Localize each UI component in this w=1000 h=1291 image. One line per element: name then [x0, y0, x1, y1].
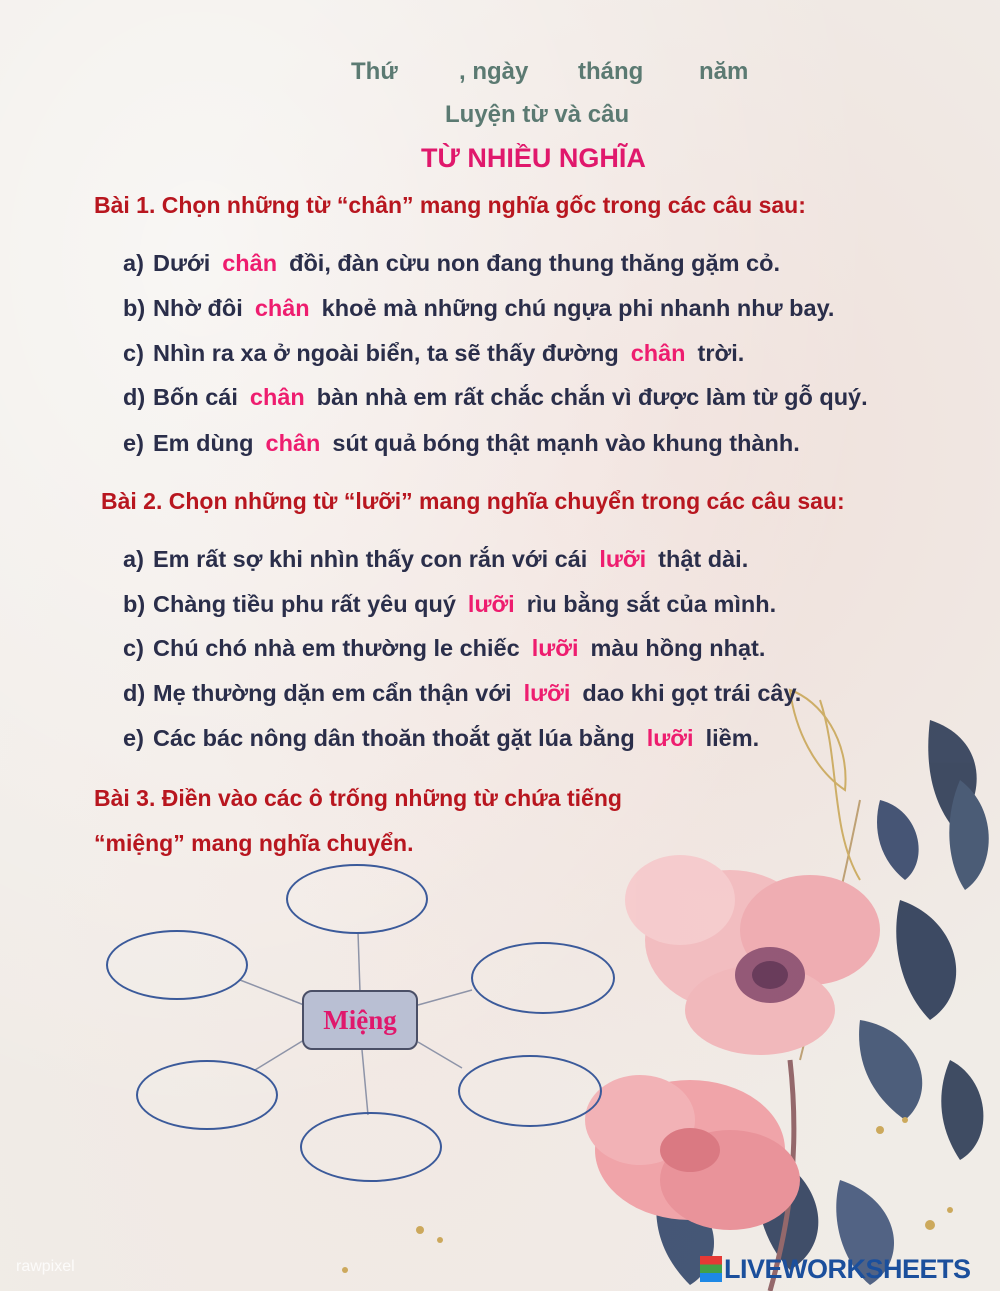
item-after: đồi, đàn cừu non đang thung thăng gặm cỏ.: [289, 250, 780, 276]
connector-left-bottom: [255, 1040, 304, 1070]
item-after: màu hồng nhạt.: [590, 635, 766, 661]
item-before: Dưới: [153, 250, 211, 276]
highlight-word[interactable]: lưỡi: [531, 635, 579, 661]
item-label: a): [123, 546, 144, 572]
item-before: Chàng tiều phu rất yêu quý: [153, 591, 456, 617]
item-label: b): [123, 591, 146, 617]
connector-top: [358, 932, 360, 992]
highlight-word[interactable]: lưỡi: [646, 725, 694, 751]
item-before: Nhờ đôi: [153, 295, 243, 321]
answer-bubble-left-top[interactable]: [106, 930, 248, 1000]
connector-right-bottom: [418, 1042, 462, 1068]
highlight-word[interactable]: lưỡi: [599, 546, 647, 572]
connector-right-top: [418, 990, 472, 1005]
item-after: khoẻ mà những chú ngựa phi nhanh như bay.: [321, 295, 835, 321]
highlight-word[interactable]: chân: [254, 295, 310, 321]
item-before: Em rất sợ khi nhìn thấy con rắn với cái: [153, 546, 588, 572]
liveworksheets-logo: [700, 1254, 971, 1285]
answer-bubble-top[interactable]: [286, 864, 428, 934]
item-before: Bốn cái: [153, 384, 238, 410]
liveworksheets-icon: [700, 1256, 722, 1282]
item-after: sút quả bóng thật mạnh vào khung thành.: [332, 430, 800, 456]
answer-bubble-bottom[interactable]: [300, 1112, 442, 1182]
item-label: b): [123, 295, 146, 321]
bai1-heading: Bài 1. Chọn những từ “chân” mang nghĩa gốc trong các câu sau:: [94, 192, 806, 218]
mindmap-center: [302, 990, 418, 1050]
item-after: thật dài.: [658, 546, 749, 572]
header-ngay: , ngày: [459, 58, 529, 85]
connector-bottom: [362, 1050, 368, 1115]
header-thu: Thứ: [351, 58, 398, 85]
bai2-heading: Bài 2. Chọn những từ “lưỡi” mang nghĩa chuyển trong các câu sau:: [101, 488, 845, 514]
item-after: dao khi gọt trái cây.: [582, 680, 802, 706]
rawpixel-watermark: rawpixel: [16, 1258, 75, 1275]
highlight-word[interactable]: chân: [249, 384, 305, 410]
item-label: d): [123, 384, 146, 410]
center-label: Miệng: [323, 1004, 397, 1035]
item-before: Nhìn ra xa ở ngoài biển, ta sẽ thấy đường: [153, 340, 619, 366]
item-before: Chú chó nhà em thường le chiếc: [153, 635, 520, 661]
item-after: liềm.: [705, 725, 760, 751]
answer-bubble-left-bottom[interactable]: [136, 1060, 278, 1130]
subject-label: Luyện từ và câu: [445, 101, 630, 128]
answer-bubble-right-bottom[interactable]: [458, 1055, 602, 1127]
item-before: Mẹ thường dặn em cẩn thận với: [153, 680, 512, 706]
liveworksheets-brand: LIVEWORKSHEETS: [724, 1254, 971, 1284]
item-label: e): [123, 430, 144, 456]
highlight-word[interactable]: chân: [630, 340, 686, 366]
item-after: bàn nhà em rất chắc chắn vì được làm từ gỗ quý.: [316, 384, 868, 410]
item-label: e): [123, 725, 144, 751]
header-thang: tháng: [578, 58, 644, 85]
item-label: c): [123, 635, 144, 661]
highlight-word[interactable]: lưỡi: [523, 680, 571, 706]
item-before: Các bác nông dân thoăn thoắt gặt lúa bằng: [153, 725, 635, 751]
item-label: c): [123, 340, 144, 366]
highlight-word[interactable]: chân: [265, 430, 321, 456]
item-after: rìu bằng sắt của mình.: [526, 591, 777, 617]
bai3-heading-line2: “miệng” mang nghĩa chuyển.: [94, 830, 414, 856]
item-label: a): [123, 250, 144, 276]
item-before: Em dùng: [153, 430, 254, 456]
header-nam: năm: [699, 58, 749, 85]
highlight-word[interactable]: lưỡi: [467, 591, 515, 617]
bai3-heading-line1: Bài 3. Điền vào các ô trống những từ chứa tiếng: [94, 785, 622, 811]
item-label: d): [123, 680, 146, 706]
connector-left-top: [240, 980, 304, 1005]
item-after: trời.: [697, 340, 745, 366]
page-title: TỪ NHIỀU NGHĨA: [421, 143, 646, 173]
highlight-word[interactable]: chân: [222, 250, 278, 276]
answer-bubble-right-top[interactable]: [471, 942, 615, 1014]
